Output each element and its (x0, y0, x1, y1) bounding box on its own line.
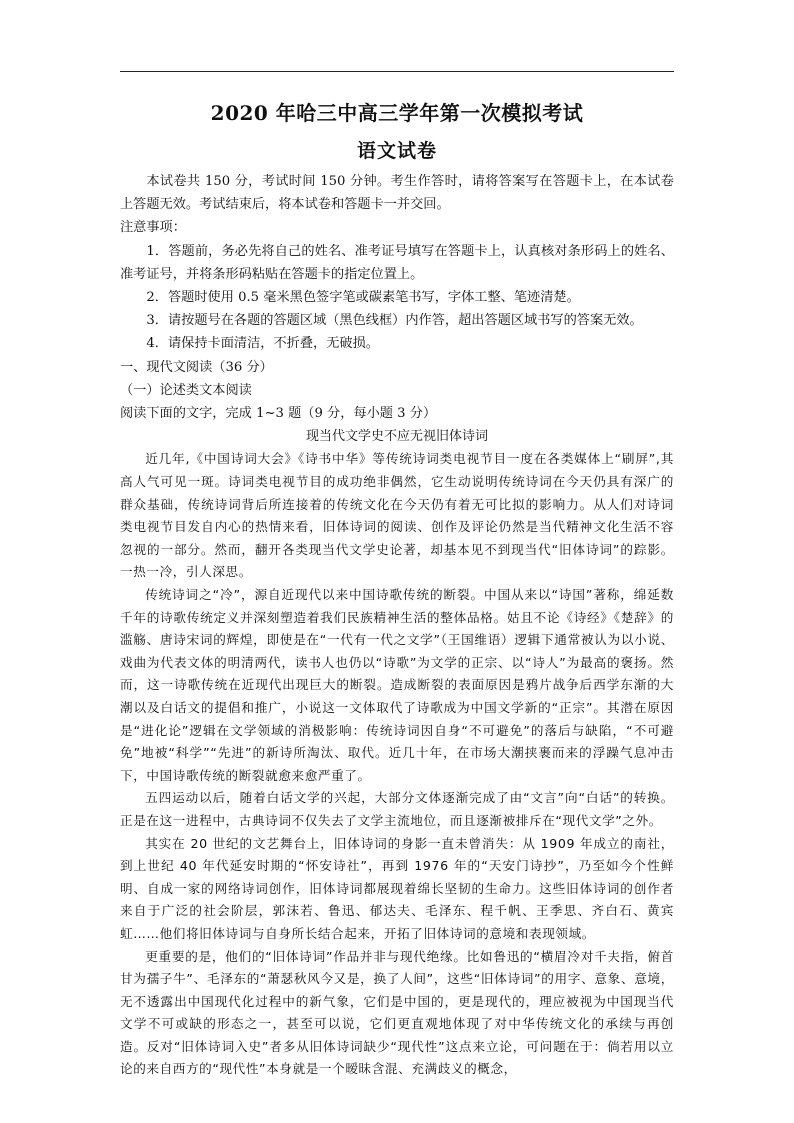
subsection-heading: （一）论述类文本阅读 (120, 382, 252, 398)
note-item: 3．请按题号在各题的答题区域（黑色线框）内作答，超出答题区域书写的答案无效。 (146, 313, 643, 329)
header-rule (120, 71, 674, 72)
section-heading: 一、现代文阅读（36 分） (120, 359, 273, 375)
article-paragraph: 更重要的是，他们的“旧体诗词”作品并非与现代绝缘。比如鲁迅的“横眉冷对千夫指，俯首甘为孺子牛”、毛泽东的“萧瑟秋风今又是，换了人间”，这些“旧体诗词”的用字、意象、意境，无不透露出中国现代化过程中的新气象，它们是中国的，更是现代的，理应被视为中国现当代文学不可或缺的形态之一，甚至可以说，它们更直观地体现了对中华传统文化的承续与再创造。反对“旧体诗词入史”者多从旧体诗词缺少“现代性”这点来立论，可问题在于：倘若用以立论的来自西方的“现代性”本身就是一个暧昧含混、充满歧义的概念， (120, 948, 674, 1077)
notes-label: 注意事项： (120, 220, 186, 236)
note-item: 1．答题前，务必先将自己的姓名、准考证号填写在答题卡上，认真核对条形码上的姓名、准考证号，并将条形码粘贴在答题卡的指定位置上。 (120, 243, 674, 282)
article-paragraph: 五四运动以后，随着白话文学的兴起，大部分文体逐渐完成了由“文言”向“白话”的转换。正是在这一进程中，古典诗词不仅失去了文学主流地位，而且逐渐被排斥在“现代文学”之外。 (120, 790, 674, 828)
article-paragraph: 近几年,《中国诗词大会》《诗书中华》等传统诗词类电视节目一度在各类媒体上“刷屏”,其高人气可见一斑。诗词类电视节目的成功绝非偶然，它生动说明传统诗词在今天仍具有深广的群众基础，传统诗词背后所连接着的传统文化在今天仍有着无可比拟的影响力。从人们对诗词类电视节目发自内心的热情来看，旧体诗词的阅读、创作及评论仍然是当代精神文化生活不容忽视的一部分。然而，翻开各类现当代文学史论著，却基本见不到现当代“旧体诗词”的踪影。一热一冷，引人深思。 (120, 451, 674, 580)
exam-content (120, 170, 674, 1081)
exam-intro: 本试卷共 150 分，考试时间 150 分钟。考生作答时，请将答案写在答题卡上，在本试卷上答题无效。考试结束后，将本试卷和答题卡一并交回。 (120, 174, 674, 213)
note-item: 2．答题时使用 0.5 毫米黑色签字笔或碳素笔书写，字体工整、笔迹清楚。 (146, 290, 580, 306)
reading-instruction: 阅读下面的文字，完成 1~3 题（9 分，每小题 3 分） (120, 406, 437, 422)
article-paragraph: 传统诗词之“冷”，源自近现代以来中国诗歌传统的断裂。中国从来以“诗国”著称，绵延数千年的诗歌传统定义并深刻塑造着我们民族精神生活的整体品格。姑且不论《诗经》《楚辞》的滥觞、唐诗宋词的辉煌，即使是在“一代有一代之文学”（王国维语）逻辑下通常被认为以小说、戏曲为代表文体的明清两代，读书人也仍以“诗歌”为文学的正宗、以“诗人”为最高的褒扬。然而，这一诗歌传统在近现代出现巨大的断裂。造成断裂的表面原因是鸦片战争后西学东渐的大潮以及白话文的提倡和推广，小说这一文体取代了诗歌成为中国文学新的“正宗”。其潜在原因是“进化论”逻辑在文学领域的消极影响：传统诗词因自身“不可避免”的落后与缺陷，“不可避免”地被“科学”“先进”的新诗所淘汰、取代。近几十年，在市场大潮挟裹而来的浮躁气息冲击下，中国诗歌传统的断裂就愈来愈严重了。 (120, 587, 674, 783)
article-paragraph: 其实在 20 世纪的文艺舞台上，旧体诗词的身影一直未曾消失：从 1909 年成立的南社，到上世纪 40 年代延安时期的“怀安诗社”，再到 1976 年的“天安门诗抄”，乃至如今个性鲜明、自成一家的网络诗词创作，旧体诗词都展现着绵长坚韧的生命力。这些旧体诗词的创作者来自于广泛的社会阶层，郭沫若、鲁迅、郁达夫、毛泽东、程千帆、王季思、齐白石、黄宾虹……他们将旧体诗词与自身所长结合起来，开拓了旧体诗词的意境和表现领域。 (120, 835, 674, 941)
exam-title: 2020 年哈三中高三学年第一次模拟考试 (210, 101, 584, 125)
article-title: 现当代文学史不应无视旧体诗词 (305, 429, 488, 445)
exam-subtitle: 语文试卷 (356, 140, 437, 162)
article-body (120, 448, 674, 1081)
note-item: 4．请保持卡面清洁，不折叠，无破损。 (146, 336, 379, 352)
